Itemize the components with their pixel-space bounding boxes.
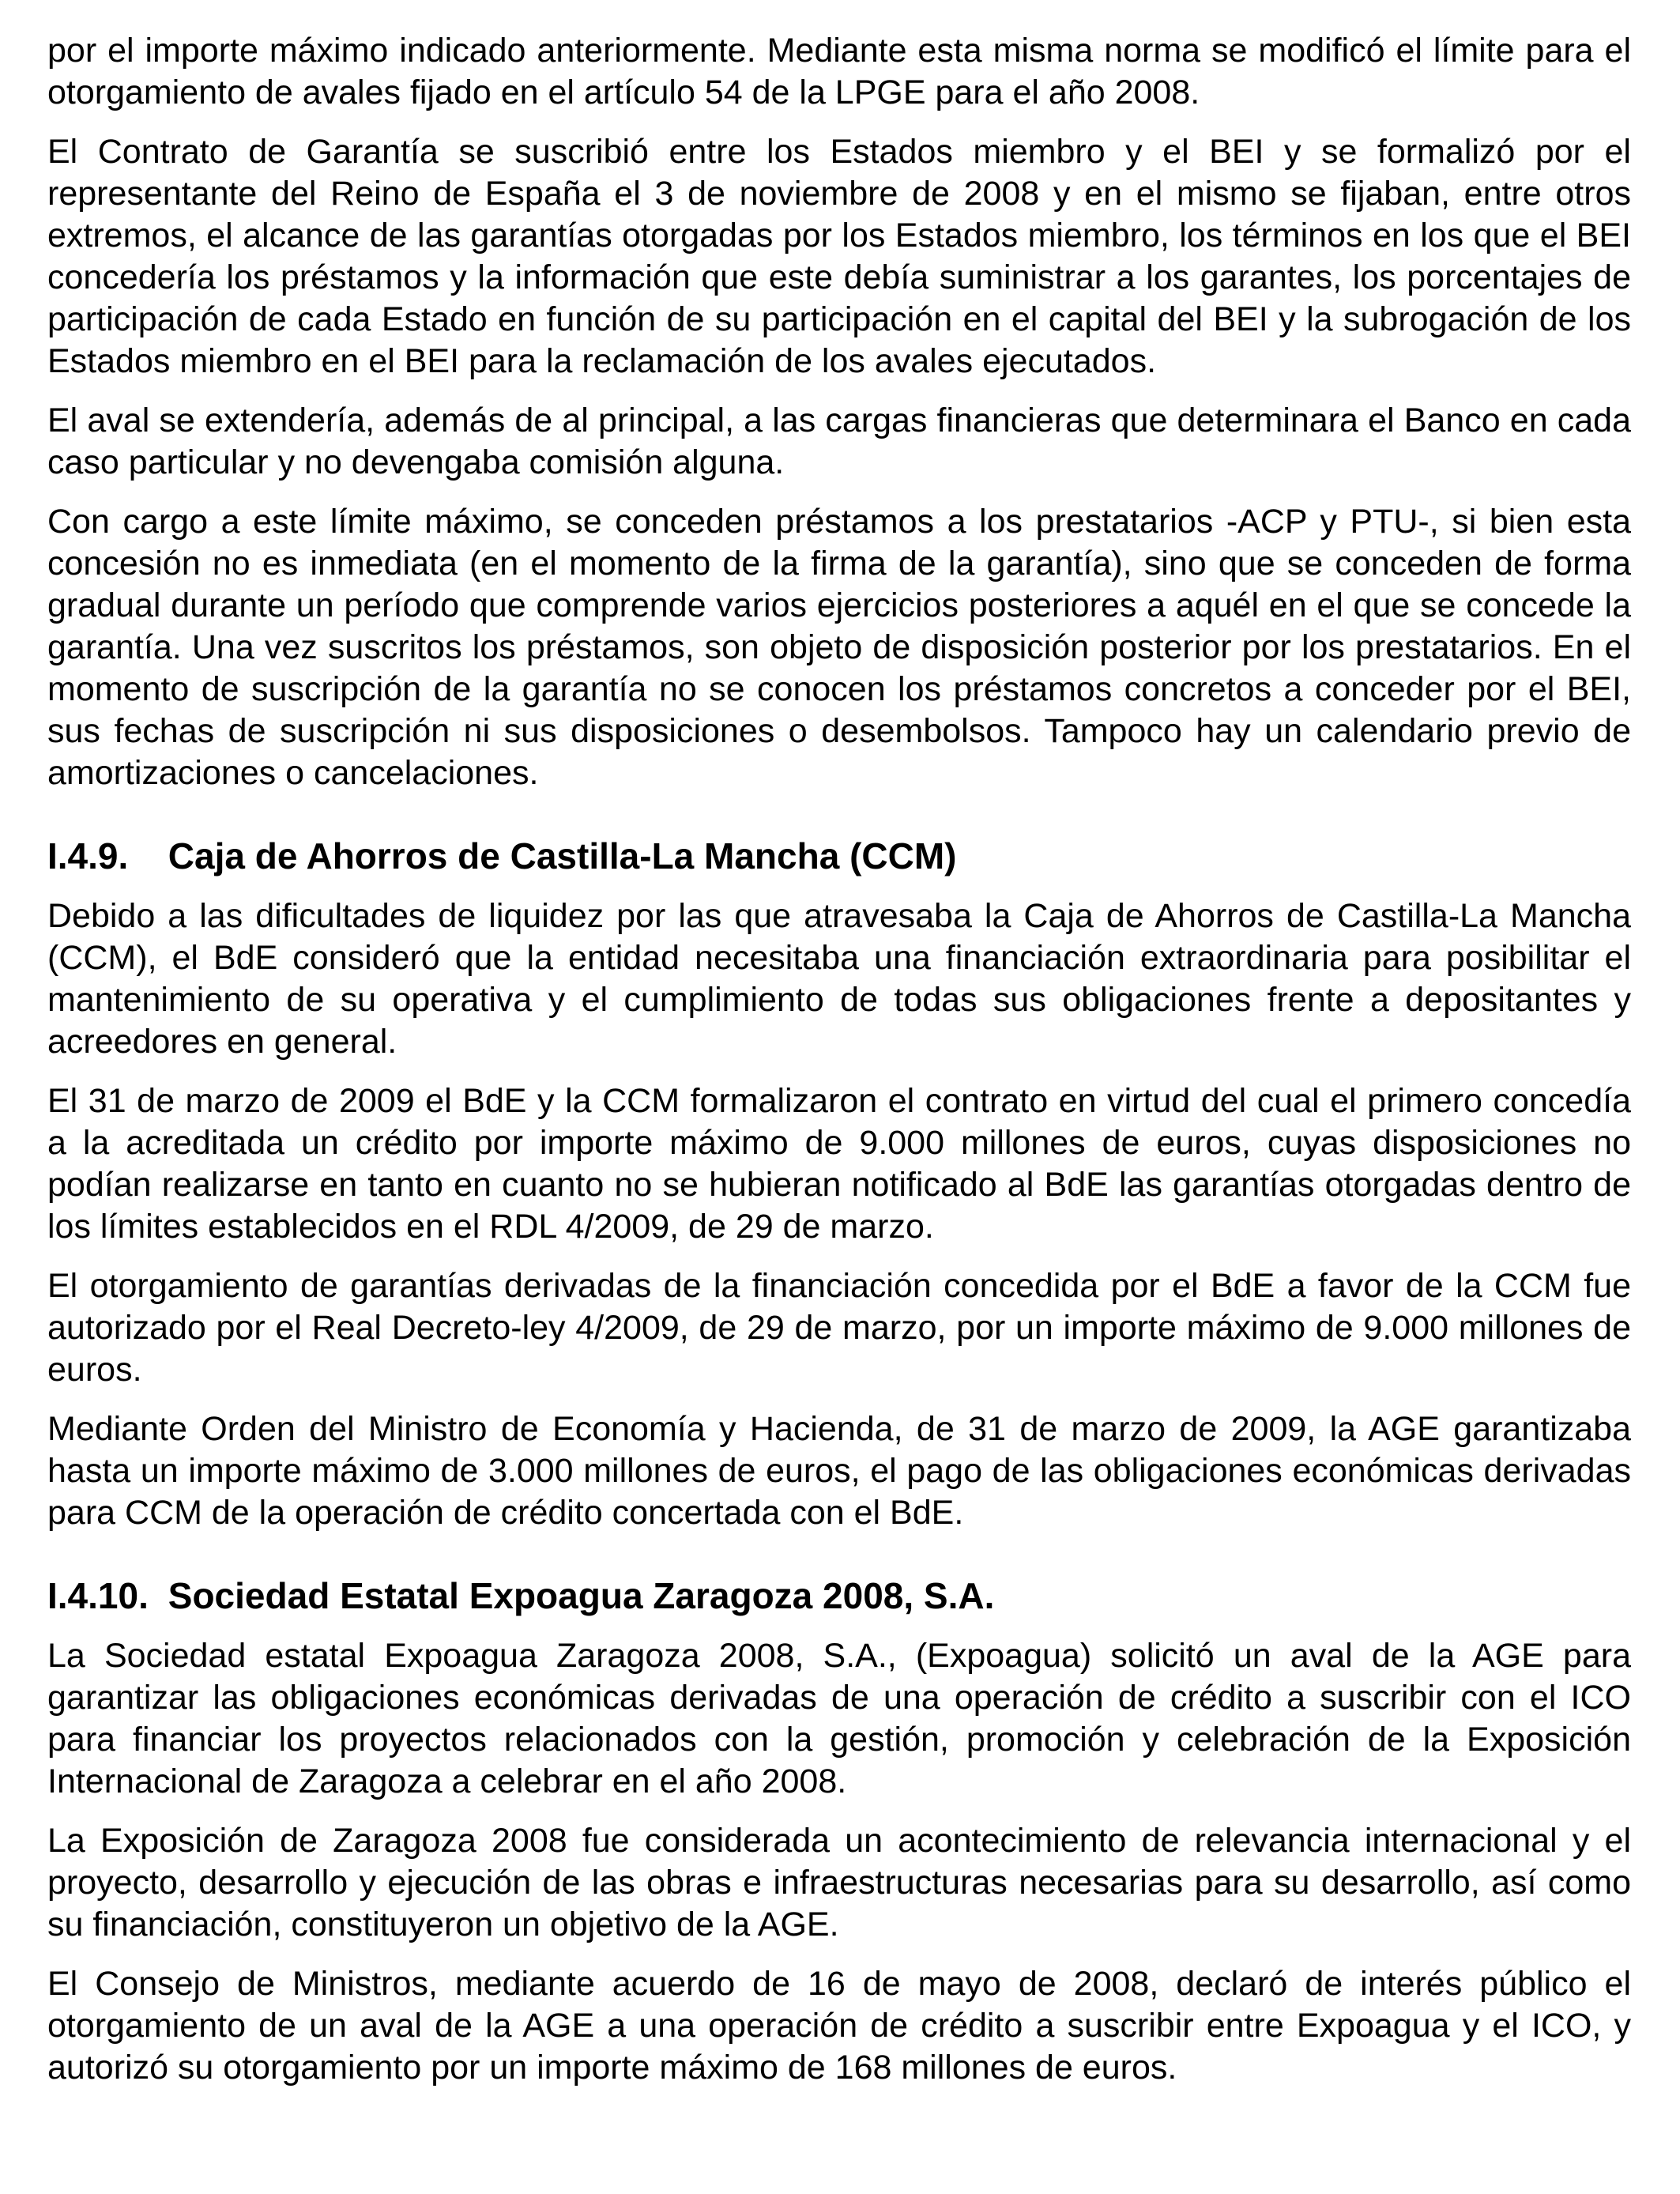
section-title: Caja de Ahorros de Castilla-La Mancha (CCM): [168, 835, 957, 876]
section-heading-expoagua: [47, 1574, 1631, 1618]
paragraph: El 31 de marzo de 2009 el BdE y la CCM formalizaron el contrato en virtud del cual el primero concedía a la acreditada un crédito por importe máximo de 9.000 millones de euros, cuyas disposiciones no podían realizarse en tanto en cuanto no se hubieran notificado al BdE las garantías otorgadas dentro de los límites establecidos en el RDL 4/2009, de 29 de marzo.: [47, 1082, 1631, 1246]
paragraph: El Consejo de Ministros, mediante acuerdo de 16 de mayo de 2008, declaró de interés público el otorgamiento de un aval de la AGE a una operación de crédito a suscribir entre Expoagua y el ICO, y autorizó su otorgamiento por un importe máximo de 168 millones de euros.: [47, 1965, 1631, 2087]
paragraph: Mediante Orden del Ministro de Economía y Hacienda, de 31 de marzo de 2009, la AGE garantizaba hasta un importe máximo de 3.000 millones de euros, el pago de las obligaciones económicas derivadas para CCM de la operación de crédito concertada con el BdE.: [47, 1410, 1631, 1532]
paragraph: La Exposición de Zaragoza 2008 fue considerada un acontecimiento de relevancia internacional y el proyecto, desarrollo y ejecución de las obras e infraestructuras necesarias para su desarrollo, así como su financiación, constituyeron un objetivo de la AGE.: [47, 1822, 1631, 1943]
paragraph: Con cargo a este límite máximo, se conceden préstamos a los prestatarios -ACP y PTU-, si bien esta concesión no es inmediata (en el momento de la firma de la garantía), sino que se conceden de forma gradual durante un período que comprende varios ejercicios posteriores a aquél en el que se concede la garantía. Una vez suscritos los préstamos, son objeto de disposición posterior por los prestatarios. En el momento de suscripción de la garantía no se conocen los préstamos concretos a conceder por el BEI, sus fechas de suscripción ni sus disposiciones o desembolsos. Tampoco hay un calendario previo de amortizaciones o cancelaciones.: [47, 503, 1631, 792]
paragraph: El otorgamiento de garantías derivadas de la financiación concedida por el BdE a favor de la CCM fue autorizado por el Real Decreto-ley 4/2009, de 29 de marzo, por un importe máximo de 9.000 millones de euros.: [47, 1267, 1631, 1389]
paragraph: La Sociedad estatal Expoagua Zaragoza 2008, S.A., (Expoagua) solicitó un aval de la AGE para garantizar las obligaciones económicas derivadas de una operación de crédito a suscribir con el ICO para financiar los proyectos relacionados con la gestión, promoción y celebración de la Exposición Internacional de Zaragoza a celebrar en el año 2008.: [47, 1637, 1631, 1800]
section-title: Sociedad Estatal Expoagua Zaragoza 2008, S.A.: [168, 1575, 995, 1616]
section-heading-ccm: [47, 834, 1631, 878]
section-number: I.4.10.: [47, 1575, 149, 1616]
paragraph: El Contrato de Garantía se suscribió entre los Estados miembro y el BEI y se formalizó por el representante del Reino de España el 3 de noviembre de 2008 y en el mismo se fijaban, entre otros extremos, el alcance de las garantías otorgadas por los Estados miembro, los términos en los que el BEI concedería los préstamos y la información que este debía suministrar a los garantes, los porcentajes de participación de cada Estado en función de su participación en el capital del BEI y la subrogación de los Estados miembro en el BEI para la reclamación de los avales ejecutados.: [47, 133, 1631, 380]
document-page: [47, 30, 1631, 2106]
section-number: I.4.9.: [47, 835, 129, 876]
paragraph: por el importe máximo indicado anteriormente. Mediante esta misma norma se modificó el límite para el otorgamiento de avales fijado en el artículo 54 de la LPGE para el año 2008.: [47, 32, 1631, 111]
paragraph: Debido a las dificultades de liquidez por las que atravesaba la Caja de Ahorros de Castilla-La Mancha (CCM), el BdE consideró que la entidad necesitaba una financiación extraordinaria para posibilitar el mantenimiento de su operativa y el cumplimiento de todas sus obligaciones frente a depositantes y acreedores en general.: [47, 897, 1631, 1061]
paragraph: El aval se extendería, además de al principal, a las cargas financieras que determinara el Banco en cada caso particular y no devengaba comisión alguna.: [47, 401, 1631, 481]
